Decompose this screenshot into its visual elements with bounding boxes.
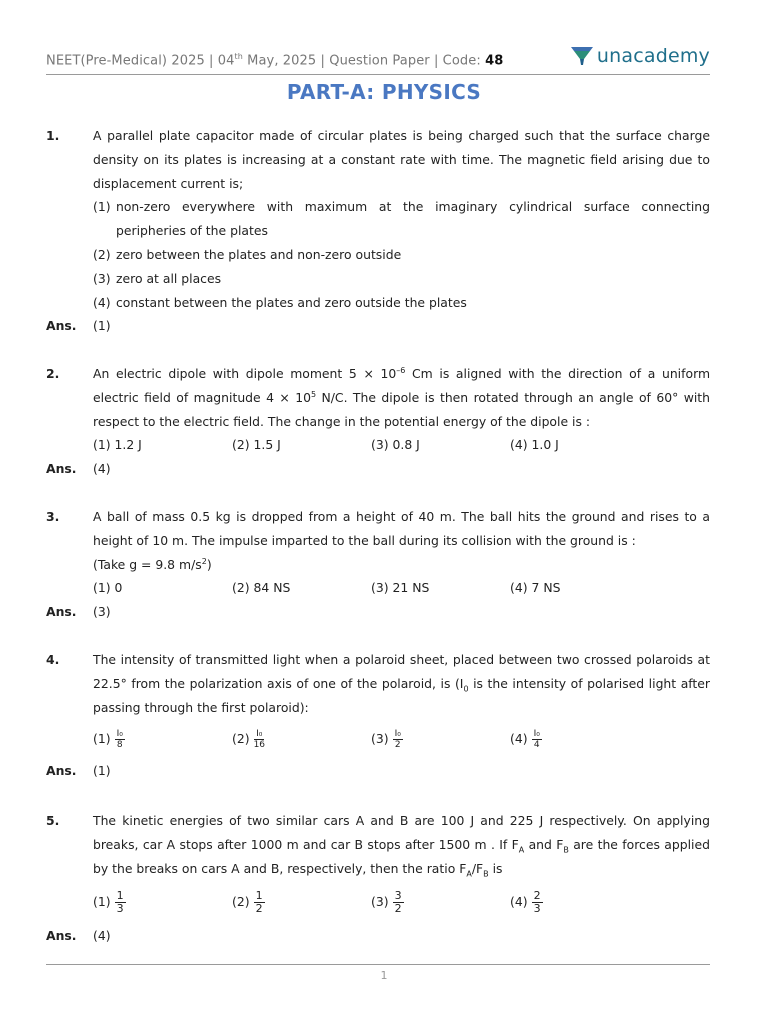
question-text: An electric dipole with dipole moment $5 \times 10^{-6}$ Cm is aligned with the direction of a uniform electric field of magnitude $4 \times 10^5$ N/C. The dipole is then rotated through an angle of 60° with respect to the electric field. The change in the potential energy of the dipole is : — [93, 365, 711, 429]
option-3: (3) 21 NS — [371, 580, 430, 596]
option-2: (2) $\frac{1}{2}$ — [232, 888, 263, 915]
option-1: (1) $\frac{1}{3}$ — [93, 888, 124, 915]
question-3 — [46, 505, 710, 624]
question-number: 1. — [46, 128, 60, 143]
footer-divider — [46, 964, 710, 965]
fraction: $\frac{1}{2}$ — [255, 888, 263, 915]
unacademy-logo-icon — [570, 45, 594, 67]
option-4: (4) 7 NS — [510, 580, 561, 596]
question-4 — [46, 648, 710, 783]
option-1: (1) 0 — [93, 580, 123, 596]
fraction: $\frac{\text{I₀}}{8}$ — [116, 728, 123, 750]
question-2 — [46, 362, 710, 481]
question-text: A ball of mass 0.5 kg is dropped from a height of 40 m. The ball hits the ground and rises to a height of 10 m. The impulse imparted to the ball during its collision with the ground is : — [93, 509, 710, 548]
question-text: The kinetic energies of two similar cars A and B are 100 J and 225 J respectively. On applying breaks, car A stops after 1000 m and car B stops after 1500 m . If $F_A$ and $F_B$ are the forces applied by the breaks on cars A and B, respectively, then the ratio $F_A/F_B$ is — [93, 813, 710, 879]
option-4: (4) $\frac{2}{3}$ — [510, 888, 541, 915]
fraction: $\frac{2}{3}$ — [533, 888, 541, 915]
option-4: (4) constant between the plates and zero outside the plates — [93, 294, 467, 310]
brand-name: unacademy — [596, 45, 710, 67]
option-1: (1) non-zero everywhere with maximum at the imaginary cylindrical surface connecting peripheries of the plates — [93, 199, 710, 239]
option-2: (2) $\frac{\text{I₀}}{16}$ — [232, 728, 266, 750]
page-header — [46, 44, 710, 75]
options — [93, 880, 710, 924]
fraction: $\frac{\text{I₀}}{2}$ — [394, 728, 401, 750]
question-1 — [46, 124, 710, 338]
question-number: 4. — [46, 652, 60, 667]
part-title: PART-A: PHYSICS — [286, 80, 482, 104]
question-number: 3. — [46, 509, 60, 524]
option-2: (2) zero between the plates and non-zero outside — [93, 246, 402, 262]
options — [93, 719, 710, 759]
question-note: (Take g = 9.8 $m/s^2$) — [93, 556, 212, 572]
question-number: 2. — [46, 366, 60, 381]
paper-code: 48 — [485, 53, 504, 69]
unacademy-logo — [570, 44, 710, 68]
fraction: $\frac{\text{I₀}}{4}$ — [533, 728, 540, 750]
question-text: The intensity of transmitted light when a polaroid sheet, placed between two crossed polaroids at 22.5° from the polarization axis of one of the polaroid, is ($I_0$ is the intensity of polarised light after passing through the first polaroid): — [93, 652, 711, 715]
options — [93, 433, 710, 457]
option-1: (1) $\frac{\text{I₀}}{8}$ — [93, 728, 123, 750]
fraction: $\frac{3}{2}$ — [394, 888, 402, 915]
fraction: $\frac{1}{3}$ — [116, 888, 124, 915]
option-3: (3) zero at all places — [93, 270, 222, 286]
answer: Ans. (4) — [46, 461, 111, 477]
answer: Ans. (4) — [46, 928, 111, 944]
fraction: $\frac{\text{I₀}}{16}$ — [253, 728, 266, 750]
page-number: 1 — [380, 969, 388, 982]
exam-info: NEET(Pre-Medical) 2025 | 04th May, 2025 | Question Paper | Code: 48 — [46, 52, 504, 69]
option-4: (4) 1.0 J — [510, 437, 559, 453]
answer: Ans. (1) — [46, 318, 111, 334]
question-number: 5. — [46, 813, 60, 828]
option-1: (1) 1.2 J — [93, 437, 142, 453]
option-2: (2) 84 NS — [232, 580, 291, 596]
option-3: (3) $\frac{3}{2}$ — [371, 888, 402, 915]
options — [93, 576, 710, 600]
option-3: (3) $\frac{\text{I₀}}{2}$ — [371, 728, 401, 750]
question-5 — [46, 809, 710, 948]
option-3: (3) 0.8 J — [371, 437, 420, 453]
answer: Ans. (3) — [46, 604, 111, 620]
option-4: (4) $\frac{\text{I₀}}{4}$ — [510, 728, 540, 750]
answer: Ans. (1) — [46, 763, 111, 779]
option-2: (2) 1.5 J — [232, 437, 281, 453]
question-text: A parallel plate capacitor made of circular plates is being charged such that the surface charge density on its plates is increasing at a constant rate with time. The magnetic field arising due to displacement current is; — [93, 128, 710, 191]
